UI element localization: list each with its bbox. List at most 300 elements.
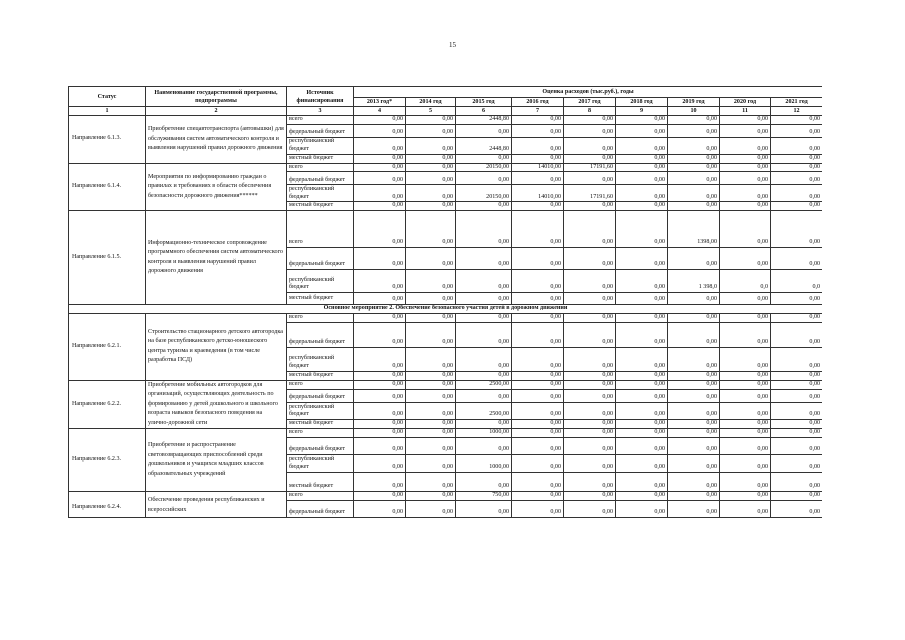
amount-cell: 0,00: [668, 202, 720, 211]
amount-cell: 0,00: [616, 501, 668, 518]
amount-cell: 0,00: [720, 389, 771, 402]
status-cell: Направление 6.1.4.: [69, 163, 146, 211]
amount-cell: 0,00: [456, 172, 512, 185]
column-number: 3: [287, 107, 354, 116]
amount-cell: 2448,80: [456, 137, 512, 154]
amount-cell: 0,00: [406, 429, 456, 438]
amount-cell: 0,00: [512, 455, 564, 473]
column-number: 5: [406, 107, 456, 116]
amount-cell: 0,00: [668, 124, 720, 137]
funding-source-cell: федеральный бюджет: [287, 248, 354, 270]
amount-cell: 0,00: [564, 420, 616, 429]
amount-cell: 0,00: [720, 455, 771, 473]
amount-cell: 0,00: [354, 389, 406, 402]
amount-cell: 0,00: [564, 380, 616, 389]
amount-cell: 0,00: [771, 137, 823, 154]
funding-source-cell: местный бюджет: [287, 420, 354, 429]
header-source: Источник финансирования: [287, 87, 354, 107]
amount-cell: 0,00: [406, 389, 456, 402]
amount-cell: 0,00: [564, 322, 616, 347]
amount-cell: 0,00: [616, 389, 668, 402]
column-number: 8: [564, 107, 616, 116]
amount-cell: 0,00: [771, 154, 823, 163]
amount-cell: 0,00: [720, 501, 771, 518]
amount-cell: 0,00: [406, 438, 456, 455]
amount-cell: 0,00: [456, 389, 512, 402]
amount-cell: 0,00: [771, 347, 823, 371]
amount-cell: 0,00: [616, 380, 668, 389]
section-band-row: [69, 305, 823, 314]
amount-cell: 0,00: [354, 185, 406, 202]
header-name: Наименование государственной программы, подпрограммы: [146, 87, 287, 107]
amount-cell: 0,00: [668, 438, 720, 455]
amount-cell: 0,00: [668, 473, 720, 492]
amount-cell: 0,00: [668, 172, 720, 185]
amount-cell: 0,00: [564, 429, 616, 438]
amount-cell: 0,00: [720, 402, 771, 419]
amount-cell: 2448,80: [456, 116, 512, 125]
amount-cell: 0,00: [354, 293, 406, 305]
funding-source-cell: федеральный бюджет: [287, 322, 354, 347]
amount-cell: 0,00: [512, 322, 564, 347]
amount-cell: 0,00: [564, 402, 616, 419]
amount-cell: 0,00: [406, 185, 456, 202]
amount-cell: 0,00: [564, 347, 616, 371]
program-name-cell: Приобретение спецавтотранспорта (автовышки) для обслуживания систем автоматического контроля и выявления нарушений правил дорожного движения: [146, 116, 287, 164]
expense-table: [68, 86, 822, 518]
amount-cell: 0,00: [354, 455, 406, 473]
amount-cell: 0,00: [512, 270, 564, 293]
funding-source-cell: федеральный бюджет: [287, 501, 354, 518]
amount-cell: 0,00: [771, 202, 823, 211]
amount-cell: 0,00: [771, 389, 823, 402]
amount-cell: 0,00: [616, 137, 668, 154]
header-year: 2017 год: [564, 98, 616, 107]
amount-cell: 0,00: [512, 473, 564, 492]
amount-cell: 0,00: [771, 211, 823, 248]
amount-cell: 0,00: [456, 371, 512, 380]
amount-cell: 0,00: [512, 211, 564, 248]
amount-cell: 0,00: [354, 420, 406, 429]
amount-cell: 0,00: [456, 473, 512, 492]
amount-cell: 0,00: [720, 473, 771, 492]
page-number: 15: [449, 41, 456, 49]
amount-cell: 0,00: [456, 211, 512, 248]
program-name-cell: Приобретение мобильных автогородков для организаций, осуществляющих деятельность по формированию у детей дошкольного и школьного возраста навыков безопасного поведения на улично-дорожной сети: [146, 380, 287, 429]
amount-cell: 0,00: [354, 380, 406, 389]
amount-cell: 750,00: [456, 492, 512, 501]
amount-cell: 0,00: [456, 248, 512, 270]
amount-cell: 0,00: [771, 455, 823, 473]
amount-cell: 0,00: [616, 314, 668, 323]
header-status: Статус: [69, 87, 146, 107]
header-estimate: Оценка расходов (тыс.руб.), годы: [354, 87, 823, 98]
amount-cell: 0,00: [616, 455, 668, 473]
amount-cell: 0,00: [720, 248, 771, 270]
amount-cell: 0,00: [406, 163, 456, 172]
amount-cell: 0,0: [720, 270, 771, 293]
column-number: 2: [146, 107, 287, 116]
amount-cell: 0,00: [564, 270, 616, 293]
amount-cell: 0,00: [771, 429, 823, 438]
program-name-cell: Мероприятия по информированию граждан о правилах и требованиях в области обеспечения безопасности дорожного движения******: [146, 163, 287, 211]
amount-cell: 0,00: [564, 116, 616, 125]
amount-cell: 0,00: [354, 116, 406, 125]
amount-cell: 0,00: [771, 293, 823, 305]
amount-cell: 0,00: [406, 154, 456, 163]
amount-cell: 0,00: [354, 402, 406, 419]
table-row: [69, 116, 823, 125]
funding-source-cell: всего: [287, 314, 354, 323]
funding-source-cell: республиканский бюджет: [287, 270, 354, 293]
table-header: [69, 87, 823, 116]
amount-cell: 0,00: [512, 371, 564, 380]
expense-table-viewport: [68, 86, 822, 552]
table-row: [69, 163, 823, 172]
amount-cell: 0,00: [456, 501, 512, 518]
amount-cell: 0,00: [668, 429, 720, 438]
amount-cell: 0,00: [406, 402, 456, 419]
amount-cell: 0,00: [668, 154, 720, 163]
amount-cell: 0,00: [406, 293, 456, 305]
amount-cell: 0,00: [456, 347, 512, 371]
amount-cell: 0,00: [668, 380, 720, 389]
amount-cell: 0,00: [564, 154, 616, 163]
amount-cell: 0,00: [771, 124, 823, 137]
amount-cell: 0,00: [720, 347, 771, 371]
amount-cell: 1000,00: [456, 455, 512, 473]
amount-cell: 0,00: [406, 322, 456, 347]
amount-cell: 0,00: [668, 501, 720, 518]
amount-cell: 0,00: [720, 322, 771, 347]
funding-source-cell: местный бюджет: [287, 202, 354, 211]
column-number: 10: [668, 107, 720, 116]
program-name-cell: Информационно-техническое сопровождение программного обеспечения систем автоматического контроля и выявления нарушений правил дорожного движения: [146, 211, 287, 305]
amount-cell: 0,00: [456, 438, 512, 455]
amount-cell: 0,00: [456, 420, 512, 429]
amount-cell: 0,00: [616, 211, 668, 248]
amount-cell: 0,00: [564, 202, 616, 211]
amount-cell: 0,00: [564, 172, 616, 185]
amount-cell: 0,00: [564, 492, 616, 501]
amount-cell: 0,00: [456, 322, 512, 347]
amount-cell: 0,00: [720, 202, 771, 211]
amount-cell: 0,00: [564, 389, 616, 402]
amount-cell: 0,00: [354, 347, 406, 371]
amount-cell: 0,00: [354, 248, 406, 270]
amount-cell: 0,00: [668, 455, 720, 473]
amount-cell: 0,00: [456, 314, 512, 323]
header-year: 2019 год: [668, 98, 720, 107]
amount-cell: 0,00: [456, 154, 512, 163]
funding-source-cell: всего: [287, 163, 354, 172]
amount-cell: 0,00: [406, 202, 456, 211]
amount-cell: 0,00: [668, 137, 720, 154]
amount-cell: 0,00: [406, 124, 456, 137]
header-year: 2014 год: [406, 98, 456, 107]
amount-cell: 0,00: [668, 163, 720, 172]
amount-cell: 0,00: [668, 371, 720, 380]
amount-cell: 0,00: [668, 347, 720, 371]
program-name-cell: Строительство стационарного детского автогородка на базе республиканского детско-юношеского центра туризма и краеведения (в том числе разработка ПСД): [146, 314, 287, 381]
amount-cell: 0,00: [512, 380, 564, 389]
column-number: 6: [456, 107, 512, 116]
amount-cell: 20150,00: [456, 163, 512, 172]
funding-source-cell: всего: [287, 492, 354, 501]
amount-cell: 0,00: [406, 347, 456, 371]
amount-cell: 0,00: [720, 163, 771, 172]
amount-cell: 0,00: [771, 501, 823, 518]
funding-source-cell: местный бюджет: [287, 371, 354, 380]
amount-cell: 0,00: [668, 322, 720, 347]
amount-cell: 0,00: [564, 248, 616, 270]
table-body: [69, 116, 823, 518]
funding-source-cell: всего: [287, 380, 354, 389]
table-row: [69, 314, 823, 323]
amount-cell: 0,00: [616, 438, 668, 455]
amount-cell: 0,00: [564, 137, 616, 154]
amount-cell: 0,00: [720, 371, 771, 380]
amount-cell: 0,00: [354, 137, 406, 154]
amount-cell: 0,00: [354, 429, 406, 438]
funding-source-cell: всего: [287, 116, 354, 125]
amount-cell: 0,00: [616, 293, 668, 305]
amount-cell: 0,00: [354, 501, 406, 518]
funding-source-cell: местный бюджет: [287, 154, 354, 163]
amount-cell: 0,00: [456, 270, 512, 293]
amount-cell: 0,00: [668, 185, 720, 202]
amount-cell: 0,00: [406, 270, 456, 293]
header-year: 2016 год: [512, 98, 564, 107]
amount-cell: 0,00: [354, 211, 406, 248]
amount-cell: 0,00: [512, 116, 564, 125]
funding-source-cell: республиканский бюджет: [287, 347, 354, 371]
amount-cell: 1 398,0: [668, 270, 720, 293]
funding-source-cell: всего: [287, 211, 354, 248]
funding-source-cell: федеральный бюджет: [287, 172, 354, 185]
amount-cell: 0,00: [616, 492, 668, 501]
amount-cell: 0,00: [668, 116, 720, 125]
amount-cell: 0,00: [564, 473, 616, 492]
amount-cell: 0,00: [720, 137, 771, 154]
amount-cell: 0,00: [720, 314, 771, 323]
amount-cell: 0,00: [406, 420, 456, 429]
amount-cell: 0,00: [668, 492, 720, 501]
amount-cell: 0,00: [512, 347, 564, 371]
amount-cell: 0,00: [564, 314, 616, 323]
amount-cell: 0,00: [354, 314, 406, 323]
amount-cell: 0,00: [668, 389, 720, 402]
table-row: [69, 380, 823, 389]
funding-source-cell: республиканский бюджет: [287, 137, 354, 154]
amount-cell: 0,00: [512, 293, 564, 305]
amount-cell: 0,00: [771, 492, 823, 501]
amount-cell: 0,00: [512, 389, 564, 402]
amount-cell: 0,00: [406, 116, 456, 125]
header-year: 2020 год: [720, 98, 771, 107]
amount-cell: 1000,00: [456, 429, 512, 438]
amount-cell: 0,00: [564, 371, 616, 380]
amount-cell: 0,00: [771, 248, 823, 270]
amount-cell: 0,00: [354, 270, 406, 293]
column-number: 9: [616, 107, 668, 116]
amount-cell: 0,00: [456, 202, 512, 211]
amount-cell: 0,00: [616, 402, 668, 419]
amount-cell: 0,00: [354, 124, 406, 137]
amount-cell: 17191,60: [564, 185, 616, 202]
amount-cell: 0,00: [512, 124, 564, 137]
amount-cell: 0,00: [616, 154, 668, 163]
amount-cell: 0,00: [720, 420, 771, 429]
amount-cell: 0,00: [668, 420, 720, 429]
amount-cell: 0,00: [616, 116, 668, 125]
amount-cell: 0,00: [771, 172, 823, 185]
amount-cell: 0,00: [616, 270, 668, 293]
amount-cell: 0,00: [616, 248, 668, 270]
amount-cell: 0,00: [354, 163, 406, 172]
amount-cell: 0,00: [668, 293, 720, 305]
amount-cell: 0,00: [354, 202, 406, 211]
amount-cell: 17191,60: [564, 163, 616, 172]
amount-cell: 0,00: [406, 371, 456, 380]
funding-source-cell: всего: [287, 429, 354, 438]
amount-cell: 0,00: [616, 420, 668, 429]
amount-cell: 0,00: [512, 172, 564, 185]
funding-source-cell: республиканский бюджет: [287, 402, 354, 419]
funding-source-cell: федеральный бюджет: [287, 438, 354, 455]
amount-cell: 0,00: [564, 211, 616, 248]
table-row: [69, 492, 823, 501]
amount-cell: 0,00: [456, 124, 512, 137]
amount-cell: 0,00: [512, 137, 564, 154]
amount-cell: 0,00: [616, 172, 668, 185]
amount-cell: 0,00: [354, 154, 406, 163]
amount-cell: 0,00: [720, 124, 771, 137]
amount-cell: 0,00: [616, 371, 668, 380]
amount-cell: 0,00: [456, 293, 512, 305]
amount-cell: 0,00: [771, 420, 823, 429]
table-row: [69, 211, 823, 248]
status-cell: Направление 6.1.3.: [69, 116, 146, 164]
column-number: 12: [771, 107, 823, 116]
amount-cell: 0,00: [406, 172, 456, 185]
amount-cell: 0,00: [720, 438, 771, 455]
amount-cell: 0,00: [720, 492, 771, 501]
amount-cell: 0,00: [354, 438, 406, 455]
section-band-title: Основное мероприятие 2. Обеспечение безопасного участия детей в дорожном движении: [69, 305, 823, 314]
program-name-cell: Приобретение и распространение световозвращающих приспособлений среди дошкольников и учащихся младших классов образовательных учреждений: [146, 429, 287, 492]
amount-cell: 0,00: [406, 501, 456, 518]
amount-cell: 0,00: [512, 202, 564, 211]
amount-cell: 0,00: [406, 492, 456, 501]
amount-cell: 0,00: [564, 455, 616, 473]
amount-cell: 0,00: [406, 211, 456, 248]
amount-cell: 0,00: [616, 473, 668, 492]
amount-cell: 0,00: [720, 211, 771, 248]
amount-cell: 0,00: [512, 154, 564, 163]
amount-cell: 0,00: [512, 492, 564, 501]
amount-cell: 0,00: [771, 380, 823, 389]
amount-cell: 0,00: [354, 473, 406, 492]
column-number: 11: [720, 107, 771, 116]
funding-source-cell: местный бюджет: [287, 293, 354, 305]
amount-cell: 0,00: [771, 185, 823, 202]
status-cell: Направление 6.2.3.: [69, 429, 146, 492]
amount-cell: 0,00: [771, 473, 823, 492]
amount-cell: 0,00: [406, 455, 456, 473]
amount-cell: 0,00: [512, 420, 564, 429]
header-year: 2013 год*: [354, 98, 406, 107]
amount-cell: 0,00: [616, 322, 668, 347]
column-number: 1: [69, 107, 146, 116]
amount-cell: 0,00: [720, 429, 771, 438]
amount-cell: 0,00: [771, 402, 823, 419]
amount-cell: 2500,00: [456, 380, 512, 389]
header-year: 2021 год: [771, 98, 823, 107]
amount-cell: 0,00: [668, 248, 720, 270]
amount-cell: 0,00: [616, 202, 668, 211]
amount-cell: 0,00: [512, 438, 564, 455]
column-number: 7: [512, 107, 564, 116]
amount-cell: 0,00: [771, 322, 823, 347]
amount-cell: 2500,00: [456, 402, 512, 419]
amount-cell: 1398,00: [668, 211, 720, 248]
amount-cell: 0,00: [616, 163, 668, 172]
amount-cell: 0,00: [720, 185, 771, 202]
funding-source-cell: федеральный бюджет: [287, 124, 354, 137]
amount-cell: 0,00: [771, 116, 823, 125]
amount-cell: 0,00: [512, 402, 564, 419]
funding-source-cell: федеральный бюджет: [287, 389, 354, 402]
amount-cell: 0,00: [564, 124, 616, 137]
amount-cell: 0,00: [512, 501, 564, 518]
amount-cell: 0,00: [512, 314, 564, 323]
amount-cell: 14010,00: [512, 185, 564, 202]
amount-cell: 0,00: [354, 492, 406, 501]
amount-cell: 0,00: [720, 154, 771, 163]
amount-cell: 0,00: [616, 124, 668, 137]
amount-cell: 0,00: [720, 293, 771, 305]
amount-cell: 0,00: [668, 314, 720, 323]
funding-source-cell: республиканский бюджет: [287, 185, 354, 202]
amount-cell: 0,00: [616, 429, 668, 438]
amount-cell: 0,00: [406, 137, 456, 154]
amount-cell: 0,00: [512, 248, 564, 270]
amount-cell: 0,00: [354, 371, 406, 380]
amount-cell: 0,00: [720, 116, 771, 125]
amount-cell: 0,00: [406, 314, 456, 323]
status-cell: Направление 6.2.2.: [69, 380, 146, 429]
amount-cell: 0,00: [564, 438, 616, 455]
column-number: 4: [354, 107, 406, 116]
amount-cell: 0,00: [354, 172, 406, 185]
status-cell: Направление 6.2.1.: [69, 314, 146, 381]
program-name-cell: Обеспечение проведения республиканских и всероссийских: [146, 492, 287, 518]
header-year: 2015 год: [456, 98, 512, 107]
amount-cell: 0,00: [564, 293, 616, 305]
amount-cell: 0,00: [720, 172, 771, 185]
amount-cell: 0,00: [668, 402, 720, 419]
amount-cell: 0,00: [771, 314, 823, 323]
amount-cell: 0,00: [616, 185, 668, 202]
amount-cell: 0,00: [512, 429, 564, 438]
funding-source-cell: местный бюджет: [287, 473, 354, 492]
amount-cell: 0,00: [564, 501, 616, 518]
amount-cell: 0,0: [771, 270, 823, 293]
funding-source-cell: республиканский бюджет: [287, 455, 354, 473]
amount-cell: 0,00: [771, 163, 823, 172]
amount-cell: 20150,00: [456, 185, 512, 202]
